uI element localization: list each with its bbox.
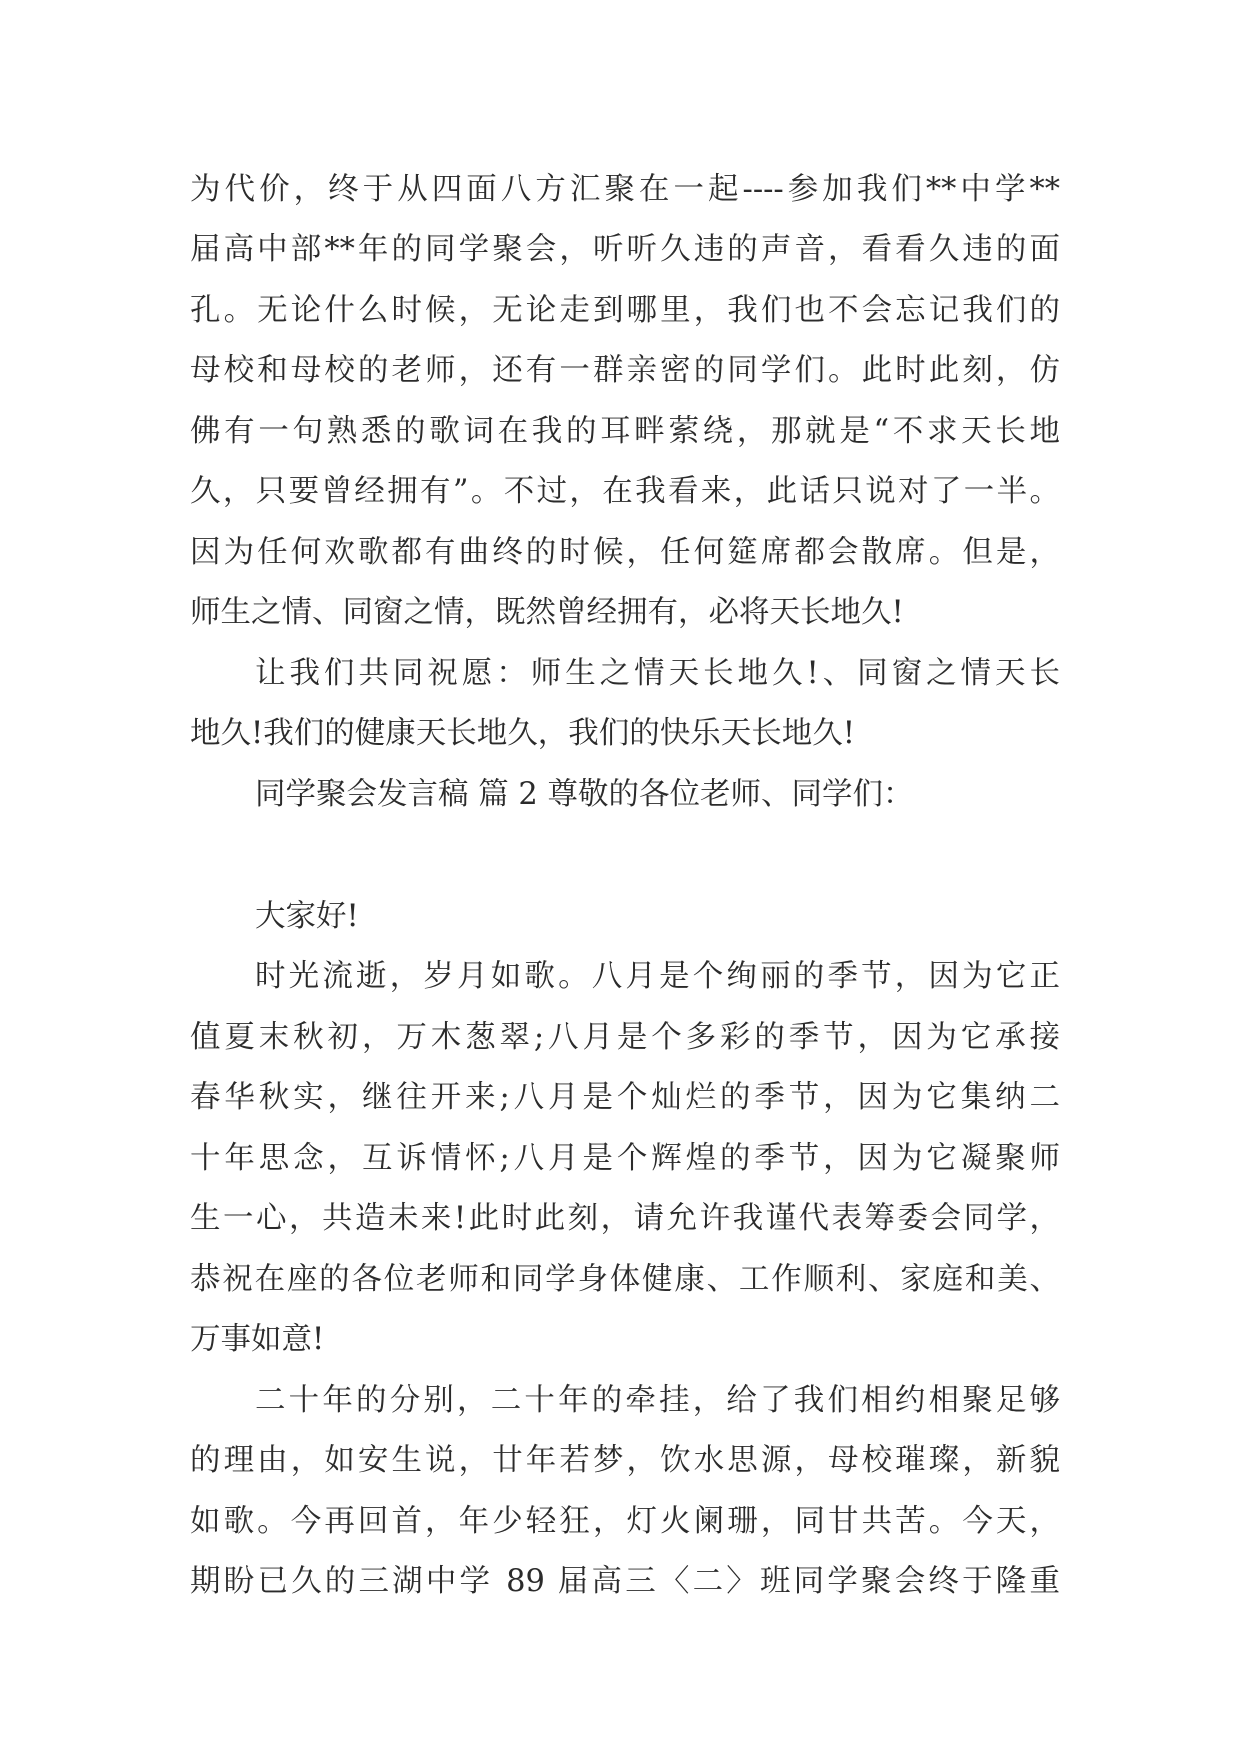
text-line: 生一心，共造未来!此时此刻，请允许我谨代表筹委会同学， [190,1201,1060,1236]
text-line: 期盼已久的三湖中学 89 届高三〈二〉班同学聚会终于隆重 [190,1564,1060,1599]
text-line: 春华秋实，继往开来;八月是个灿烂的季节，因为它集纳二 [190,1080,1060,1115]
text-line: 大家好! [255,899,359,934]
text-line: 久，只要曾经拥有”。不过，在我看来，此话只说对了一半。 [190,474,1060,509]
text-line: 母校和母校的老师，还有一群亲密的同学们。此时此刻，仿 [190,353,1060,388]
text-line: 佛有一句熟悉的歌词在我的耳畔萦绕，那就是“不求天长地 [190,414,1060,449]
text-line: 地久!我们的健康天长地久，我们的快乐天长地久! [190,716,856,751]
text-line: 为代价，终于从四面八方汇聚在一起----参加我们**中学** [190,172,1060,207]
text-line: 孔。无论什么时候，无论走到哪里，我们也不会忘记我们的 [190,293,1060,328]
text-line: 的理由，如安生说，廿年若梦，饮水思源，母校璀璨，新貌 [190,1443,1060,1478]
text-line: 恭祝在座的各位老师和同学身体健康、工作顺利、家庭和美、 [190,1262,1060,1297]
text-line: 如歌。今再回首，年少轻狂，灯火阑珊，同甘共苦。今天， [190,1504,1060,1539]
text-line: 万事如意! [190,1322,325,1357]
text-line: 届高中部**年的同学聚会，听听久违的声音，看看久违的面 [190,232,1060,267]
text-line: 因为任何欢歌都有曲终的时候，任何筵席都会散席。但是， [190,535,1060,570]
heading-line: 同学聚会发言稿 篇 2 尊敬的各位老师、同学们： [255,777,914,812]
text-line: 时光流逝，岁月如歌。八月是个绚丽的季节，因为它正 [255,959,1060,994]
text-line: 让我们共同祝愿：师生之情天长地久!、同窗之情天长 [255,656,1060,691]
text-line: 二十年的分别，二十年的牵挂，给了我们相约相聚足够 [255,1383,1060,1418]
text-line: 师生之情、同窗之情，既然曾经拥有，必将天长地久! [190,595,904,630]
text-line: 值夏末秋初，万木葱翠;八月是个多彩的季节，因为它承接 [190,1020,1060,1055]
text-line: 十年思念，互诉情怀;八月是个辉煌的季节，因为它凝聚师 [190,1141,1060,1176]
